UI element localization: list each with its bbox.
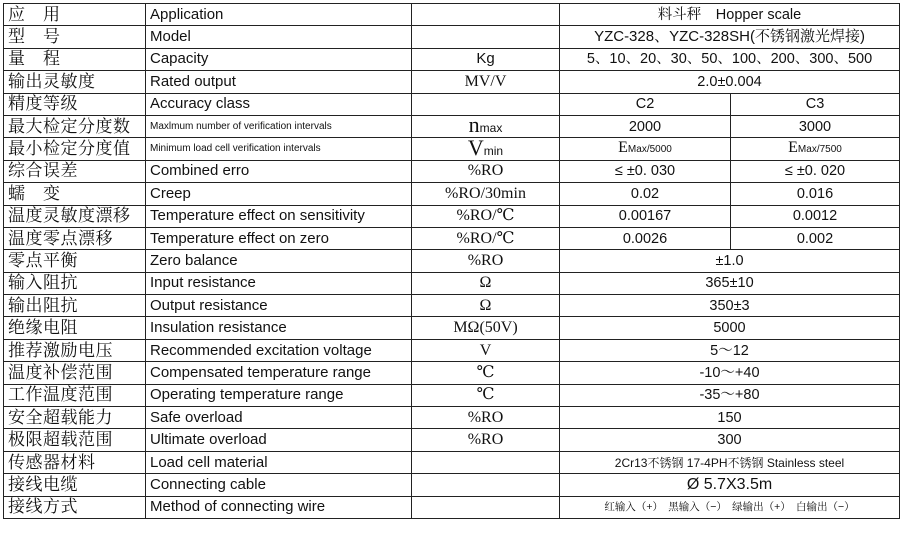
unit-cell: ℃ — [412, 384, 560, 406]
table-row — [4, 71, 900, 93]
label-en: Safe overload — [146, 407, 412, 429]
c2-cell: 0.02 — [560, 183, 731, 205]
unit-cell: %RO/℃ — [412, 227, 560, 249]
label-cn: 温度灵敏度漂移 — [4, 205, 146, 227]
value-cell: 5000 — [560, 317, 900, 339]
table-row — [4, 317, 900, 339]
label-cn: 温度补偿范围 — [4, 362, 146, 384]
unit-cell: %RO — [412, 429, 560, 451]
value-cell: 红输入（+） 黑输入（−） 绿输出（+） 白输出（−） — [560, 496, 900, 518]
label-en: Accuracy class — [146, 93, 412, 115]
label-cn: 工作温度范围 — [4, 384, 146, 406]
value-cell: 150 — [560, 407, 900, 429]
c2-cell: ≤ ±0. 030 — [560, 160, 731, 182]
value-cell: 5～12 — [560, 339, 900, 361]
table-row — [4, 407, 900, 429]
label-en: Combined erro — [146, 160, 412, 182]
c3-cell — [731, 138, 900, 160]
c3-sub: Max/7500 — [797, 144, 842, 156]
label-cn: 输出灵敏度 — [4, 71, 146, 93]
table-row — [4, 384, 900, 406]
table-row — [4, 451, 900, 473]
value-cell: Ø 5.7X3.5m — [560, 474, 900, 496]
value-cell: 2.0±0.004 — [560, 71, 900, 93]
c2-cell — [560, 138, 731, 160]
table-row — [4, 26, 900, 48]
label-en: Input resistance — [146, 272, 412, 294]
label-en: Temperature effect on sensitivity — [146, 205, 412, 227]
label-en: Maxlmum number of verification intervals — [146, 115, 412, 137]
label-cn: 极限超载范围 — [4, 429, 146, 451]
label-en: Insulation resistance — [146, 317, 412, 339]
label-en: Recommended excitation voltage — [146, 339, 412, 361]
label-cn: 零点平衡 — [4, 250, 146, 272]
label-en: Application — [146, 4, 412, 26]
unit-cell — [412, 474, 560, 496]
c3-cell: 0.0012 — [731, 205, 900, 227]
unit-cell: MV/V — [412, 71, 560, 93]
unit-cell: %RO — [412, 250, 560, 272]
table-row — [4, 272, 900, 294]
table-row — [4, 205, 900, 227]
value-cell: ±1.0 — [560, 250, 900, 272]
value-cell: 2Cr13不锈钢 17-4PH不锈钢 Stainless steel — [560, 451, 900, 473]
label-en: Method of connecting wire — [146, 496, 412, 518]
label-cn: 输入阻抗 — [4, 272, 146, 294]
value-cell: -35～+80 — [560, 384, 900, 406]
label-cn: 安全超载能力 — [4, 407, 146, 429]
value-cell: 365±10 — [560, 272, 900, 294]
c3-main: E — [788, 139, 798, 157]
unit-main: n — [468, 115, 480, 138]
table-row — [4, 48, 900, 70]
label-en: Load cell material — [146, 451, 412, 473]
unit-cell: V — [412, 339, 560, 361]
label-en: Creep — [146, 183, 412, 205]
c3-cell: C3 — [731, 93, 900, 115]
unit-cell: %RO/℃ — [412, 205, 560, 227]
unit-cell: ℃ — [412, 362, 560, 384]
unit-sub: min — [483, 143, 504, 158]
table-row — [4, 183, 900, 205]
c2-cell: 0.0026 — [560, 227, 731, 249]
value-cell: 300 — [560, 429, 900, 451]
c2-cell: C2 — [560, 93, 731, 115]
label-cn: 接线方式 — [4, 496, 146, 518]
table-row — [4, 250, 900, 272]
unit-cell: %RO — [412, 160, 560, 182]
label-cn: 温度零点漂移 — [4, 227, 146, 249]
unit-cell — [412, 115, 560, 137]
unit-cell: Ω — [412, 272, 560, 294]
c2-sub: Max/5000 — [627, 144, 672, 156]
label-cn: 量 程 — [4, 48, 146, 70]
label-cn: 最大检定分度数 — [4, 115, 146, 137]
label-cn: 传感器材料 — [4, 451, 146, 473]
label-cn: 绝缘电阻 — [4, 317, 146, 339]
label-en: Compensated temperature range — [146, 362, 412, 384]
unit-cell: Kg — [412, 48, 560, 70]
unit-cell — [412, 138, 560, 160]
table-row — [4, 362, 900, 384]
unit-cell: MΩ(50V) — [412, 317, 560, 339]
c3-cell: 3000 — [731, 115, 900, 137]
label-en: Model — [146, 26, 412, 48]
label-en: Temperature effect on zero — [146, 227, 412, 249]
unit-cell — [412, 496, 560, 518]
label-en: Ultimate overload — [146, 429, 412, 451]
value-cell: -10～+40 — [560, 362, 900, 384]
table-row — [4, 227, 900, 249]
label-en: Rated output — [146, 71, 412, 93]
label-cn: 综合误差 — [4, 160, 146, 182]
c3-cell: ≤ ±0. 020 — [731, 160, 900, 182]
label-cn: 推荐激励电压 — [4, 339, 146, 361]
label-en: Minimum load cell verification intervals — [146, 138, 412, 160]
c2-main: E — [618, 139, 628, 157]
label-cn: 输出阻抗 — [4, 295, 146, 317]
unit-cell — [412, 451, 560, 473]
unit-cell — [412, 4, 560, 26]
label-en: Operating temperature range — [146, 384, 412, 406]
c3-cell: 0.002 — [731, 227, 900, 249]
label-en: Output resistance — [146, 295, 412, 317]
value-cell: 料斗秤 Hopper scale — [560, 4, 900, 26]
table-row — [4, 4, 900, 26]
c3-cell: 0.016 — [731, 183, 900, 205]
label-en: Capacity — [146, 48, 412, 70]
unit-cell: Ω — [412, 295, 560, 317]
label-cn: 蠕 变 — [4, 183, 146, 205]
table-row — [4, 295, 900, 317]
table-row — [4, 496, 900, 518]
unit-cell — [412, 26, 560, 48]
table-row — [4, 474, 900, 496]
table-row — [4, 429, 900, 451]
label-cn: 应 用 — [4, 4, 146, 26]
spec-table — [3, 3, 900, 519]
c2-cell: 2000 — [560, 115, 731, 137]
label-en: Zero balance — [146, 250, 412, 272]
label-cn: 接线电缆 — [4, 474, 146, 496]
table-row — [4, 339, 900, 361]
label-en: Connecting cable — [146, 474, 412, 496]
unit-cell: %RO — [412, 407, 560, 429]
unit-cell — [412, 93, 560, 115]
table-row — [4, 160, 900, 182]
unit-main: V — [467, 137, 484, 160]
c2-cell: 0.00167 — [560, 205, 731, 227]
table-row — [4, 138, 900, 160]
unit-sub: max — [479, 121, 503, 136]
label-cn: 型 号 — [4, 26, 146, 48]
value-cell: 5、10、20、30、50、100、200、300、500 — [560, 48, 900, 70]
value-cell: YZC-328、YZC-328SH(不锈钢激光焊接) — [560, 26, 900, 48]
table-row — [4, 115, 900, 137]
label-cn: 最小检定分度值 — [4, 138, 146, 160]
label-cn: 精度等级 — [4, 93, 146, 115]
table-row — [4, 93, 900, 115]
value-cell: 350±3 — [560, 295, 900, 317]
unit-cell: %RO/30min — [412, 183, 560, 205]
